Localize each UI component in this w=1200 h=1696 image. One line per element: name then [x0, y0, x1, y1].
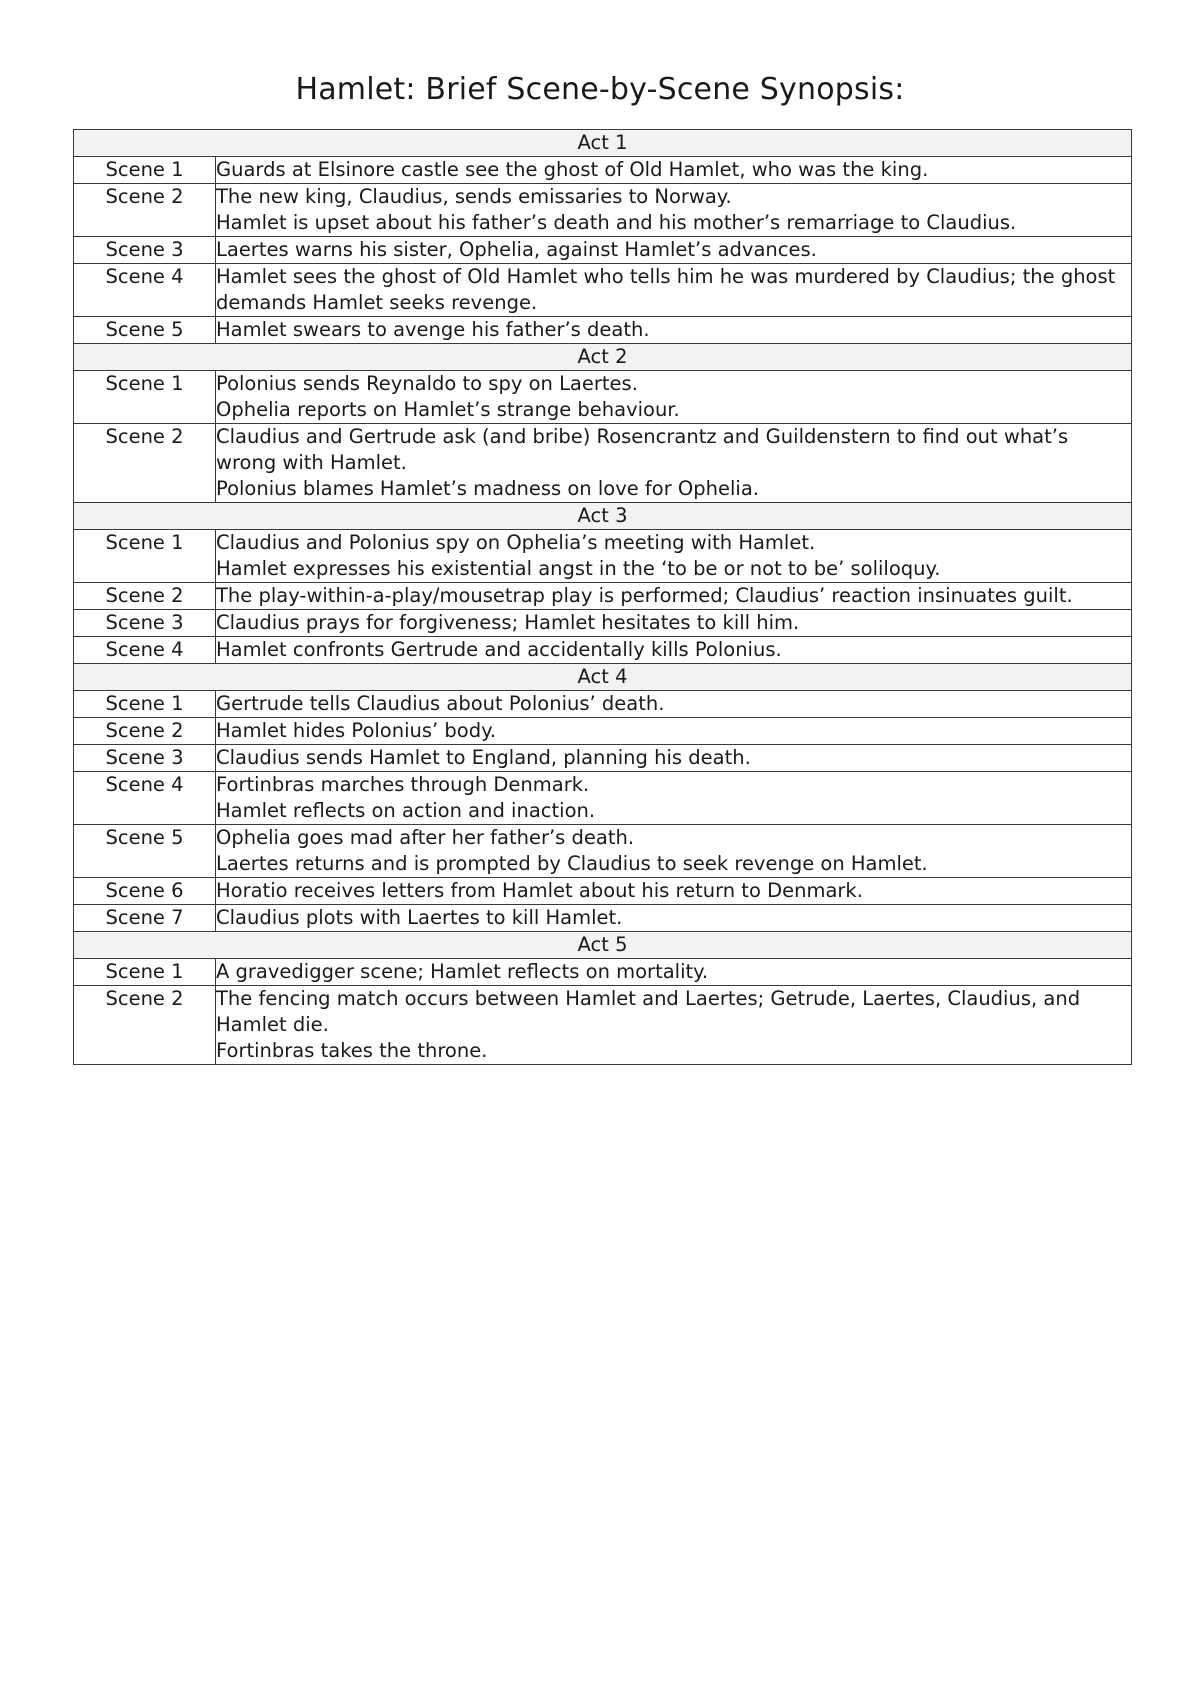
scene-number: Scene 1: [74, 157, 216, 184]
scene-description: [216, 610, 1132, 637]
scene-description-line: Claudius and Polonius spy on Ophelia’s meeting with Hamlet.: [216, 531, 816, 554]
scene-row: [74, 264, 1132, 317]
scene-number: Scene 2: [74, 718, 216, 745]
scene-description: [216, 878, 1132, 905]
act-header-row: [74, 932, 1132, 959]
scene-description: [216, 691, 1132, 718]
scene-description: [216, 317, 1132, 344]
scene-description-line: Hamlet swears to avenge his father’s death.: [216, 318, 650, 341]
scene-row: [74, 530, 1132, 583]
scene-row: [74, 610, 1132, 637]
scene-number: Scene 2: [74, 424, 216, 503]
scene-row: [74, 157, 1132, 184]
scene-description-line: Claudius prays for forgiveness; Hamlet hesitates to kill him.: [216, 611, 800, 634]
scene-description-line: Claudius and Gertrude ask (and bribe) Rosencrantz and Guildenstern to find out what’s wrong with Hamlet.: [216, 425, 1075, 474]
scene-number: Scene 2: [74, 583, 216, 610]
scene-description-line: Hamlet hides Polonius’ body.: [216, 719, 497, 742]
scene-number: Scene 7: [74, 905, 216, 932]
scene-description: [216, 986, 1132, 1065]
scene-number: Scene 6: [74, 878, 216, 905]
scene-description-line: Laertes warns his sister, Ophelia, against Hamlet’s advances.: [216, 238, 817, 261]
scene-number: Scene 2: [74, 986, 216, 1065]
scene-description-line: The play-within-a-play/mousetrap play is performed; Claudius’ reaction insinuates guilt.: [216, 584, 1073, 607]
scene-description-line: Laertes returns and is prompted by Claudius to seek revenge on Hamlet.: [216, 852, 928, 875]
scene-description-line: Hamlet reflects on action and inaction.: [216, 799, 596, 822]
scene-description-line: Guards at Elsinore castle see the ghost of Old Hamlet, who was the king.: [216, 158, 929, 181]
scene-number: Scene 5: [74, 825, 216, 878]
scene-description: [216, 264, 1132, 317]
scene-row: [74, 583, 1132, 610]
scene-row: [74, 237, 1132, 264]
scene-description-line: Hamlet confronts Gertrude and accidentally kills Polonius.: [216, 638, 782, 661]
scene-number: Scene 4: [74, 772, 216, 825]
scene-row: [74, 905, 1132, 932]
act-header-row: [74, 503, 1132, 530]
synopsis-table: [73, 129, 1132, 1065]
scene-row: [74, 772, 1132, 825]
scene-description: [216, 825, 1132, 878]
scene-number: Scene 3: [74, 745, 216, 772]
scene-description-line: Claudius sends Hamlet to England, planning his death.: [216, 746, 751, 769]
scene-description-line: A gravedigger scene; Hamlet reflects on mortality.: [216, 960, 709, 983]
scene-description: [216, 745, 1132, 772]
act-label: Act 4: [74, 664, 1132, 691]
scene-description-line: Polonius sends Reynaldo to spy on Laertes.: [216, 372, 638, 395]
scene-row: [74, 691, 1132, 718]
page-title: Hamlet: Brief Scene-by-Scene Synopsis:: [295, 72, 905, 107]
scene-row: [74, 371, 1132, 424]
act-label: Act 2: [74, 344, 1132, 371]
scene-number: Scene 1: [74, 530, 216, 583]
scene-number: Scene 4: [74, 264, 216, 317]
scene-description-line: Horatio receives letters from Hamlet about his return to Denmark.: [216, 879, 863, 902]
scene-number: Scene 3: [74, 237, 216, 264]
scene-number: Scene 5: [74, 317, 216, 344]
scene-description: [216, 371, 1132, 424]
scene-description: [216, 583, 1132, 610]
scene-description-line: Ophelia reports on Hamlet’s strange behaviour.: [216, 398, 680, 421]
scene-row: [74, 959, 1132, 986]
act-header-row: [74, 344, 1132, 371]
scene-row: [74, 986, 1132, 1065]
scene-description: [216, 424, 1132, 503]
scene-description: [216, 237, 1132, 264]
scene-row: [74, 878, 1132, 905]
scene-description: [216, 184, 1132, 237]
scene-description: [216, 905, 1132, 932]
scene-description-line: Fortinbras marches through Denmark.: [216, 773, 590, 796]
scene-row: [74, 184, 1132, 237]
synopsis-table-body: [74, 130, 1132, 1065]
act-label: Act 1: [74, 130, 1132, 157]
act-label: Act 3: [74, 503, 1132, 530]
scene-number: Scene 1: [74, 691, 216, 718]
scene-row: [74, 825, 1132, 878]
scene-number: Scene 3: [74, 610, 216, 637]
scene-description-line: The fencing match occurs between Hamlet and Laertes; Getrude, Laertes, Claudius, and Hamlet die.: [216, 987, 1087, 1036]
scene-description-line: Hamlet is upset about his father’s death and his mother’s remarriage to Claudius.: [216, 211, 1017, 234]
scene-number: Scene 4: [74, 637, 216, 664]
scene-row: [74, 745, 1132, 772]
scene-description-line: Hamlet sees the ghost of Old Hamlet who tells him he was murdered by Claudius; the ghost demands Hamlet seeks revenge.: [216, 265, 1122, 314]
act-label: Act 5: [74, 932, 1132, 959]
scene-description-line: Ophelia goes mad after her father’s death.: [216, 826, 635, 849]
scene-description-line: Claudius plots with Laertes to kill Hamlet.: [216, 906, 623, 929]
scene-description: [216, 959, 1132, 986]
scene-description-line: Hamlet expresses his existential angst in the ‘to be or not to be’ soliloquy.: [216, 557, 941, 580]
scene-row: [74, 317, 1132, 344]
scene-row: [74, 424, 1132, 503]
scene-description-line: The new king, Claudius, sends emissaries to Norway.: [216, 185, 732, 208]
scene-description: [216, 530, 1132, 583]
scene-description: [216, 772, 1132, 825]
scene-description: [216, 718, 1132, 745]
scene-description-line: Polonius blames Hamlet’s madness on love for Ophelia.: [216, 477, 760, 500]
scene-row: [74, 718, 1132, 745]
scene-number: Scene 2: [74, 184, 216, 237]
act-header-row: [74, 664, 1132, 691]
scene-row: [74, 637, 1132, 664]
scene-number: Scene 1: [74, 371, 216, 424]
scene-description: [216, 637, 1132, 664]
scene-number: Scene 1: [74, 959, 216, 986]
scene-description-line: Fortinbras takes the throne.: [216, 1039, 488, 1062]
act-header-row: [74, 130, 1132, 157]
scene-description-line: Gertrude tells Claudius about Polonius’ death.: [216, 692, 665, 715]
scene-description: [216, 157, 1132, 184]
